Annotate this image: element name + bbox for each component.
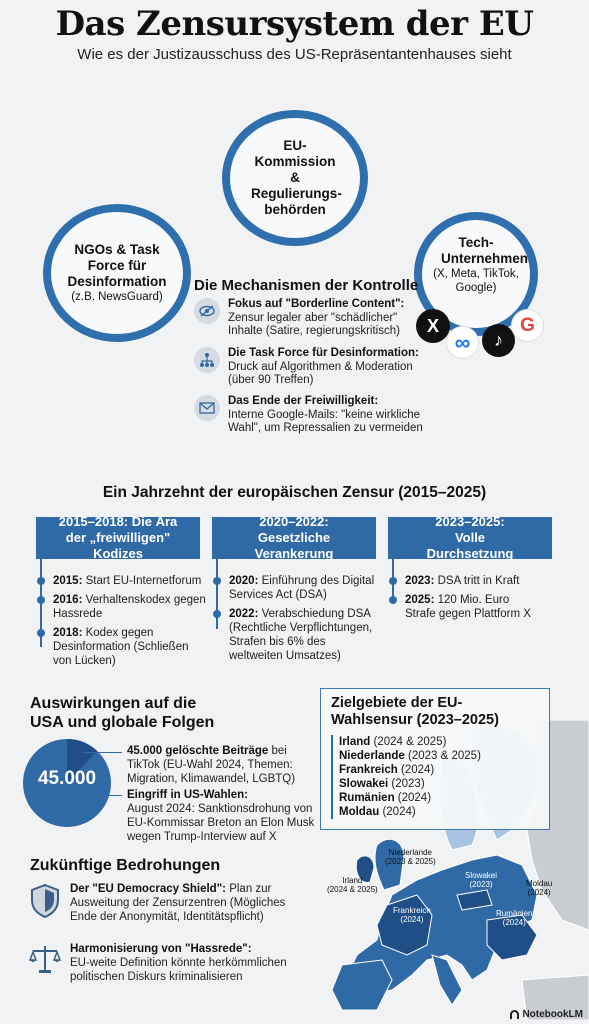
threat-item-1: Der "EU Democracy Shield": Plan zur Ausweitung der Zensurzentren (Mögliches Ende der Anonymität, Identitätspflicht) (70, 883, 286, 923)
era-box-1: 2015–2018: Die Ära der „freiwilligen" Kodizes (36, 517, 200, 559)
map-label-rumaenien: Rumänien (2024) (496, 909, 533, 927)
page-subtitle: Wie es der Justizausschuss des US-Repräsentantenhauses sieht (77, 46, 512, 63)
target-item: Irland (2024 & 2025) (339, 736, 447, 748)
era-box-3: 2023–2025: Volle Durchsetzung (388, 517, 552, 559)
target-item: Rumänien (2024) (339, 792, 432, 804)
mechanisms-heading: Die Mechanismen der Kontrolle (194, 277, 419, 294)
map-label-moldau: Moldau (2024) (526, 879, 553, 897)
timeline-item: 2016: Verhaltenskodex gegen Hassrede (41, 593, 206, 621)
target-heading: Zielgebiete der EU-Wahlsensur (2023–2025) (331, 695, 499, 728)
target-item: Frankreich (2024) (339, 764, 435, 776)
timeline-item: 2022: Verabschiedung DSA (Rechtliche Verpflichtungen, Strafen bis 6% des weltweiten Umsatzes) (217, 607, 377, 663)
timeline-item: 2020: Einführung des Digital Services Act (DSA) (217, 574, 377, 602)
tiktok-logo-icon: ♪ (482, 324, 515, 357)
map-label-irland: Irland (2024 & 2025) (327, 876, 378, 894)
meta-logo-icon: ∞ (446, 326, 479, 359)
threat-item-2: Harmonisierung von "Hassrede": EU-weite Definition könnte herkömmlichen politischen Diskurs kriminalisieren (70, 943, 287, 983)
usa-item-1: 45.000 gelöschte Beiträge bei TikTok (EU-Wahl 2024, Themen: Migration, Klimawandel, LGBTQ) (127, 745, 296, 785)
timeline-item: 2023: DSA tritt in Kraft (393, 574, 543, 588)
timeline-heading: Ein Jahrzehnt der europäischen Zensur (2015–2025) (102, 484, 487, 501)
usa-heading: Auswirkungen auf die USA und globale Folgen (30, 695, 215, 731)
shield-icon (30, 884, 60, 923)
ngo-label: NGOs & Task Force für Desinformation (67, 242, 167, 289)
map-label-slowakei: Slowakei (2023) (465, 871, 498, 889)
ngo-ring (43, 204, 191, 342)
ngo-sublabel: (z.B. NewsGuard) (71, 291, 163, 303)
eye-icon (194, 298, 220, 324)
mail-icon (194, 395, 220, 421)
target-item: Slowakei (2023) (339, 778, 425, 790)
threats-heading: Zukünftige Bedrohungen (30, 857, 221, 874)
era-2-items (217, 574, 377, 663)
era-3-items (393, 574, 543, 621)
mechanism-item: Fokus auf "Borderline Content": Zensur legaler aber "schädlicher" Inhalte (Satire, regierungskritisch) (194, 298, 424, 339)
notebooklm-icon (510, 1010, 519, 1019)
mechanism-item: Die Task Force für Desinformation: Druck auf Algorithmen & Moderation (über 90 Treffen) (194, 347, 424, 388)
commission-ring (222, 110, 368, 246)
notebooklm-brand: NotebookLM (510, 1009, 583, 1020)
google-logo-icon: G (511, 309, 544, 342)
usa-item-2: Eingriff in US-Wahlen: August 2024: Sanktionsdrohung von EU-Kommissar Breton an Elon Musk wegen Trump-Interview auf X (127, 789, 315, 843)
tech-sublabel: (X, Meta, TikTok, Google) (433, 268, 519, 294)
timeline-item: 2025: 120 Mio. Euro Strafe gegen Plattform X (393, 593, 543, 621)
target-item: Niederlande (2023 & 2025) (339, 750, 481, 762)
page-title: Das Zensursystem der EU (55, 4, 534, 44)
map-label-niederlande: Niederlande (2023 & 2025) (385, 848, 436, 866)
usa-connector-1 (82, 752, 122, 753)
timeline-item: 2015: Start EU-Internetforum (41, 574, 206, 588)
era-1-items (41, 574, 206, 668)
map-label-frankreich: Frankreich (2024) (393, 906, 431, 924)
tech-label: Tech-Unternehmen (441, 235, 529, 266)
commission-label: EU-Kommission & Regulierungs-behörden (251, 138, 342, 217)
target-regions-box (320, 688, 550, 830)
big-number: 45.000 (37, 768, 97, 789)
era-box-2: 2020–2022: Gesetzliche Verankerung (212, 517, 376, 559)
network-icon (194, 347, 220, 373)
target-item: Moldau (2024) (339, 806, 416, 818)
scales-icon (28, 944, 62, 979)
mechanism-item: Das Ende der Freiwilligkeit: Interne Google-Mails: "keine wirkliche Wahl", um Repressalien zu vermeiden (194, 395, 424, 436)
usa-connector-2 (104, 795, 122, 796)
x-logo-icon: X (416, 309, 450, 343)
timeline-item: 2018: Kodex gegen Desinformation (Schließen von Lücken) (41, 626, 206, 668)
